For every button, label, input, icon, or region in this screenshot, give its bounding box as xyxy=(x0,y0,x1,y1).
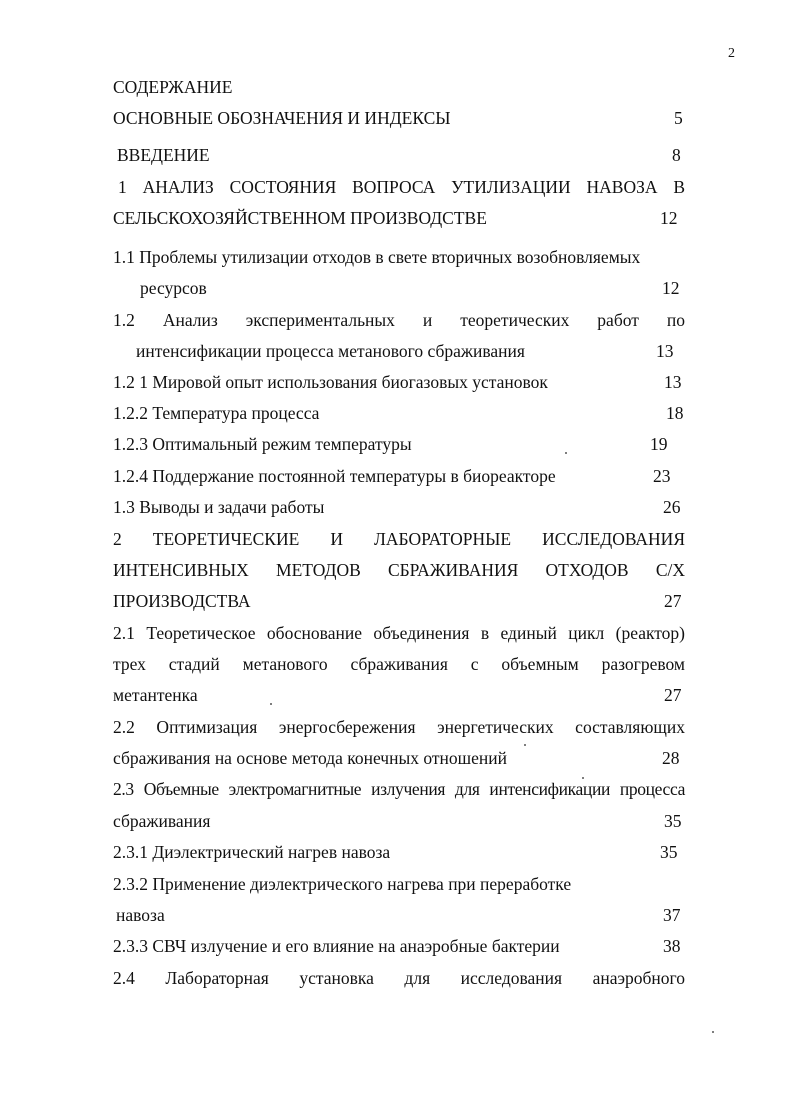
toc-entry-line: 2.3 Объемные электромагнитные излучения для интенсификации процесса xyxy=(113,779,685,799)
toc-entry xyxy=(113,903,685,927)
toc-entry-page: 18 xyxy=(666,403,684,423)
toc-entry xyxy=(113,276,685,300)
toc-entry-text: 2.3.1 Диэлектрический нагрев навоза xyxy=(113,842,391,862)
toc-entry-page: 35 xyxy=(664,811,682,831)
toc-entry-page: 28 xyxy=(662,748,680,768)
toc-entry-page: 8 xyxy=(672,145,681,165)
toc-entry xyxy=(113,401,685,425)
scan-speck xyxy=(524,744,526,746)
toc-heading: СОДЕРЖАНИЕ xyxy=(113,77,233,97)
toc-entry-page: 13 xyxy=(656,341,674,361)
toc-entry-page: 26 xyxy=(663,497,681,517)
toc-entry-page: 12 xyxy=(662,278,680,298)
toc-entry-line: 1.1 Проблемы утилизации отходов в свете вторичных возобновляемых xyxy=(113,247,641,267)
toc-entry-line: трех стадий метанового сбраживания с объемным разогревом xyxy=(113,654,685,674)
toc-entry-text: ОСНОВНЫЕ ОБОЗНАЧЕНИЯ И ИНДЕКСЫ xyxy=(113,108,451,128)
toc-entry-text: метантенка xyxy=(113,685,198,705)
toc-entry-line: 2 ТЕОРЕТИЧЕСКИЕ И ЛАБОРАТОРНЫЕ ИССЛЕДОВАНИЯ xyxy=(113,529,685,549)
toc-entry-page: 5 xyxy=(674,108,683,128)
toc-entry-text: ВВЕДЕНИЕ xyxy=(117,145,210,165)
toc-entry-text: 1.2.4 Поддержание постоянной температуры в биореакторе xyxy=(113,466,556,486)
toc-entry-line: 2.1 Теоретическое обоснование объединения в единый цикл (реактор) xyxy=(113,623,685,643)
toc-entry xyxy=(113,206,685,230)
toc-entry-page: 35 xyxy=(660,842,678,862)
toc-entry-page: 13 xyxy=(664,372,682,392)
toc-entry-page: 27 xyxy=(664,591,682,611)
scan-speck xyxy=(582,777,584,779)
toc-entry xyxy=(113,143,685,167)
toc-entry-text: 2.3.3 СВЧ излучение и его влияние на анаэробные бактерии xyxy=(113,936,560,956)
toc-entry-text: ПРОИЗВОДСТВА xyxy=(113,591,251,611)
toc-entry-text: 1.3 Выводы и задачи работы xyxy=(113,497,325,517)
toc-entry-line: 2.4 Лабораторная установка для исследования анаэробного xyxy=(113,968,685,988)
toc-entry xyxy=(113,809,685,833)
toc-entry-line: 1.2 Анализ экспериментальных и теоретических работ по xyxy=(113,310,685,330)
toc-entry xyxy=(113,683,685,707)
toc-entry-page: 37 xyxy=(663,905,681,925)
toc-entry xyxy=(113,106,685,130)
toc-entry xyxy=(113,934,685,958)
toc-entry-line: 2.3.2 Применение диэлектрического нагрева при переработке xyxy=(113,874,572,894)
toc-entry-line: ИНТЕНСИВНЫХ МЕТОДОВ СБРАЖИВАНИЯ ОТХОДОВ С/Х xyxy=(113,560,685,580)
toc-entry-text: сбраживания xyxy=(113,811,211,831)
toc-entry-page: 27 xyxy=(664,685,682,705)
toc-entry-text: 1.2 1 Мировой опыт использования биогазовых установок xyxy=(113,372,548,392)
toc-entry xyxy=(113,339,685,363)
toc-entry-text: сбраживания на основе метода конечных отношений xyxy=(113,748,507,768)
toc-entry xyxy=(113,432,685,456)
toc-entry-line: 1 АНАЛИЗ СОСТОЯНИЯ ВОПРОСА УТИЛИЗАЦИИ НАВОЗА В xyxy=(118,177,685,197)
toc-entry xyxy=(113,589,685,613)
scan-speck xyxy=(565,452,567,454)
toc-entry xyxy=(113,840,685,864)
toc-entry-page: 23 xyxy=(653,466,671,486)
toc-entry-text: ресурсов xyxy=(140,278,207,298)
toc-entry-page: 38 xyxy=(663,936,681,956)
toc-entry xyxy=(113,495,685,519)
toc-entry-text: 1.2.3 Оптимальный режим температуры xyxy=(113,434,412,454)
toc-entry xyxy=(113,464,685,488)
toc-entry-text: 1.2.2 Температура процесса xyxy=(113,403,320,423)
page-number: 2 xyxy=(728,46,735,61)
toc-entry xyxy=(113,370,685,394)
toc-entry-line: 2.2 Оптимизация энергосбережения энергетических составляющих xyxy=(113,717,685,737)
scan-speck xyxy=(270,703,272,705)
scan-speck xyxy=(712,1031,714,1033)
toc-entry xyxy=(113,746,685,770)
toc-entry-text: СЕЛЬСКОХОЗЯЙСТВЕННОМ ПРОИЗВОДСТВЕ xyxy=(113,208,487,228)
toc-entry-page: 19 xyxy=(650,434,668,454)
toc-entry-text: навоза xyxy=(116,905,165,925)
toc-entry-page: 12 xyxy=(660,208,678,228)
toc-entry-text: интенсификации процесса метанового сбраживания xyxy=(136,341,525,361)
